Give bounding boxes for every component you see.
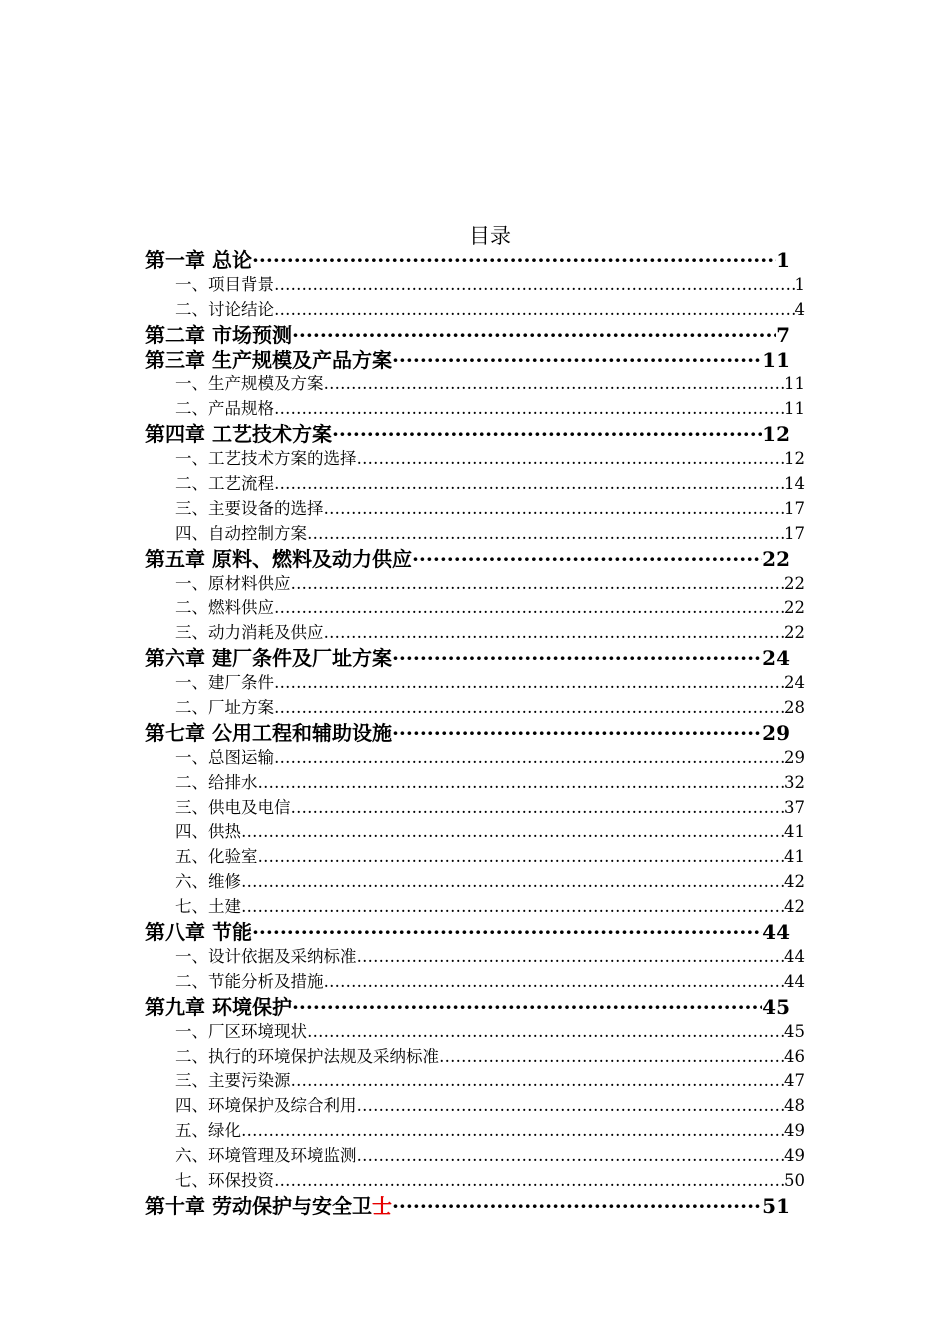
dot-leader (274, 273, 795, 298)
dot-leader (252, 248, 776, 273)
toc-section[interactable] (145, 1119, 805, 1144)
toc-entry-label: 第二章 市场预测 (145, 322, 292, 347)
toc-page-number: 1 (794, 274, 805, 294)
toc-section[interactable] (145, 273, 805, 298)
dot-leader (392, 1194, 762, 1219)
toc-entry-label-text: 第十章 劳动保护与安全卫 (145, 1193, 372, 1218)
toc-page-number: 44 (784, 971, 805, 991)
toc-section[interactable] (145, 572, 805, 597)
toc-page-number: 14 (784, 474, 805, 494)
toc-page-number: 28 (784, 698, 805, 718)
toc-entry-label: 第六章 建厂条件及厂址方案 (145, 646, 392, 671)
dot-leader (292, 323, 776, 348)
dot-leader (241, 1119, 784, 1144)
dot-leader (241, 820, 784, 845)
dot-leader (324, 497, 785, 522)
toc-entry-label: 二、燃料供应 (175, 598, 274, 618)
toc-chapter-8[interactable] (145, 920, 805, 945)
dot-leader (292, 995, 762, 1020)
toc-section[interactable] (145, 397, 805, 422)
toc-entry-label: 二、给排水 (175, 772, 258, 792)
toc-page-number: 41 (784, 822, 805, 842)
dot-leader (324, 970, 785, 995)
toc-section[interactable] (145, 746, 805, 771)
toc-entry-label: 三、主要设备的选择 (175, 498, 324, 518)
toc-entry-label: 一、生产规模及方案 (175, 374, 324, 394)
toc-chapter-3[interactable] (145, 348, 805, 373)
toc-section[interactable] (145, 945, 805, 970)
dot-leader (307, 1020, 784, 1045)
toc-chapter-10[interactable] (145, 1194, 805, 1219)
dot-leader (357, 1094, 785, 1119)
dot-leader (307, 522, 784, 547)
toc-chapter-5[interactable] (145, 547, 805, 572)
toc-entry-label: 第一章 总论 (145, 248, 252, 272)
dot-leader (241, 870, 784, 895)
dot-leader (392, 348, 762, 373)
toc-section[interactable] (145, 1020, 805, 1045)
toc-page-number: 48 (784, 1096, 805, 1116)
toc-section[interactable] (145, 970, 805, 995)
toc-entry-label (145, 1194, 392, 1219)
toc-section[interactable] (145, 1069, 805, 1094)
toc-entry-label: 二、讨论结论 (175, 299, 274, 319)
dot-leader (291, 572, 785, 597)
toc-entry-label: 四、自动控制方案 (175, 523, 307, 543)
dot-leader (274, 596, 784, 621)
dot-leader (274, 1169, 784, 1194)
toc-chapter-4[interactable] (145, 422, 805, 447)
toc-section[interactable] (145, 298, 805, 323)
toc-entry-label: 第七章 公用工程和辅助设施 (145, 720, 392, 745)
toc-entry-label: 一、原材料供应 (175, 573, 291, 593)
toc-page-number: 17 (784, 498, 805, 518)
dot-leader (252, 920, 762, 945)
table-of-contents (145, 248, 805, 1219)
toc-entry-label: 第八章 节能 (145, 920, 252, 945)
toc-page-number: 32 (784, 772, 805, 792)
toc-section[interactable] (145, 671, 805, 696)
toc-section[interactable] (145, 1169, 805, 1194)
toc-entry-label: 一、项目背景 (175, 274, 274, 294)
toc-chapter-9[interactable] (145, 995, 805, 1020)
toc-entry-label: 第九章 环境保护 (145, 994, 292, 1019)
toc-entry-label: 二、节能分析及措施 (175, 971, 324, 991)
toc-entry-label: 一、厂区环境现状 (175, 1021, 307, 1041)
toc-page-number: 12 (762, 422, 790, 447)
toc-page-number: 12 (784, 449, 805, 469)
toc-page-number: 41 (784, 847, 805, 867)
dot-leader (291, 1069, 785, 1094)
toc-entry-label: 二、执行的环境保护法规及采纳标准 (175, 1046, 439, 1066)
dot-leader (357, 1144, 785, 1169)
toc-chapter-6[interactable] (145, 646, 805, 671)
toc-page-number: 49 (784, 1146, 805, 1166)
toc-section[interactable] (145, 895, 805, 920)
toc-entry-label-red-char: 士 (371, 1193, 392, 1218)
toc-page-number: 24 (762, 646, 790, 671)
toc-section[interactable] (145, 372, 805, 397)
dot-leader (357, 447, 785, 472)
toc-entry-label: 二、厂址方案 (175, 698, 274, 718)
toc-section[interactable] (145, 621, 805, 646)
toc-page-number: 42 (784, 897, 805, 917)
dot-leader (392, 721, 762, 746)
dot-leader (258, 845, 785, 870)
toc-section[interactable] (145, 447, 805, 472)
dot-leader (274, 298, 795, 323)
dot-leader (274, 746, 784, 771)
dot-leader (274, 696, 784, 721)
toc-page-number: 44 (784, 946, 805, 966)
toc-entry-label: 第三章 生产规模及产品方案 (145, 347, 392, 372)
toc-page-number: 11 (784, 399, 805, 419)
toc-section[interactable] (145, 472, 805, 497)
toc-page-number: 45 (784, 1021, 805, 1041)
toc-chapter-7[interactable] (145, 721, 805, 746)
toc-chapter-1[interactable] (145, 248, 805, 273)
toc-entry-label: 三、动力消耗及供应 (175, 623, 324, 643)
toc-section[interactable] (145, 845, 805, 870)
toc-page-number: 22 (784, 623, 805, 643)
dot-leader (274, 397, 784, 422)
dot-leader (274, 472, 784, 497)
toc-page-number: 42 (784, 872, 805, 892)
toc-title: 目录 (469, 224, 511, 248)
toc-page-number: 37 (784, 797, 805, 817)
dot-leader (332, 422, 762, 447)
toc-section[interactable] (145, 796, 805, 821)
toc-page-number: 46 (784, 1046, 805, 1066)
toc-page-number: 22 (784, 598, 805, 618)
toc-entry-label: 一、工艺技术方案的选择 (175, 449, 357, 469)
dot-leader (274, 671, 784, 696)
toc-section[interactable] (145, 820, 805, 845)
toc-page-number: 22 (762, 546, 790, 571)
toc-page-number: 49 (784, 1121, 805, 1141)
toc-page-number: 4 (794, 299, 805, 319)
toc-entry-label: 一、设计依据及采纳标准 (175, 946, 357, 966)
toc-entry-label: 一、建厂条件 (175, 673, 274, 693)
toc-page-number: 1 (776, 248, 790, 272)
toc-page-number: 17 (784, 523, 805, 543)
toc-entry-label: 七、环保投资 (175, 1170, 274, 1190)
toc-page-number: 11 (784, 374, 805, 394)
toc-entry-label: 一、总图运输 (175, 747, 274, 767)
dot-leader (357, 945, 785, 970)
toc-page-number: 45 (762, 994, 790, 1019)
toc-entry-label: 二、产品规格 (175, 399, 274, 419)
toc-section[interactable] (145, 1094, 805, 1119)
toc-page-number: 29 (762, 720, 790, 745)
dot-leader (258, 771, 785, 796)
toc-page-number: 24 (784, 673, 805, 693)
toc-section[interactable] (145, 1045, 805, 1070)
toc-page-number: 11 (762, 347, 790, 372)
dot-leader (439, 1045, 784, 1070)
toc-page-number: 22 (784, 573, 805, 593)
toc-entry-label: 四、供热 (175, 822, 241, 842)
toc-section[interactable] (145, 596, 805, 621)
toc-section[interactable] (145, 696, 805, 721)
toc-chapter-2[interactable] (145, 323, 805, 348)
toc-entry-label: 六、环境管理及环境监测 (175, 1146, 357, 1166)
toc-page-number: 7 (776, 322, 790, 347)
dot-leader (324, 621, 785, 646)
toc-entry-label: 三、供电及电信 (175, 797, 291, 817)
toc-entry-label: 第五章 原料、燃料及动力供应 (145, 546, 412, 571)
toc-section[interactable] (145, 1144, 805, 1169)
toc-page-number: 47 (784, 1071, 805, 1091)
toc-entry-label: 二、工艺流程 (175, 474, 274, 494)
toc-section[interactable] (145, 771, 805, 796)
toc-page-number: 29 (784, 747, 805, 767)
dot-leader (241, 895, 784, 920)
toc-entry-label: 七、土建 (175, 897, 241, 917)
toc-section[interactable] (145, 870, 805, 895)
toc-entry-label: 第四章 工艺技术方案 (145, 422, 332, 447)
toc-entry-label: 五、绿化 (175, 1121, 241, 1141)
toc-page-number: 50 (784, 1170, 805, 1190)
toc-entry-label: 三、主要污染源 (175, 1071, 291, 1091)
toc-section[interactable] (145, 497, 805, 522)
dot-leader (392, 646, 762, 671)
toc-page-number: 44 (762, 920, 790, 945)
toc-entry-label: 六、维修 (175, 872, 241, 892)
dot-leader (291, 796, 785, 821)
toc-page-number: 51 (762, 1193, 790, 1218)
dot-leader (412, 547, 762, 572)
toc-section[interactable] (145, 522, 805, 547)
toc-entry-label: 五、化验室 (175, 847, 258, 867)
toc-entry-label: 四、环境保护及综合利用 (175, 1096, 357, 1116)
dot-leader (324, 372, 785, 397)
